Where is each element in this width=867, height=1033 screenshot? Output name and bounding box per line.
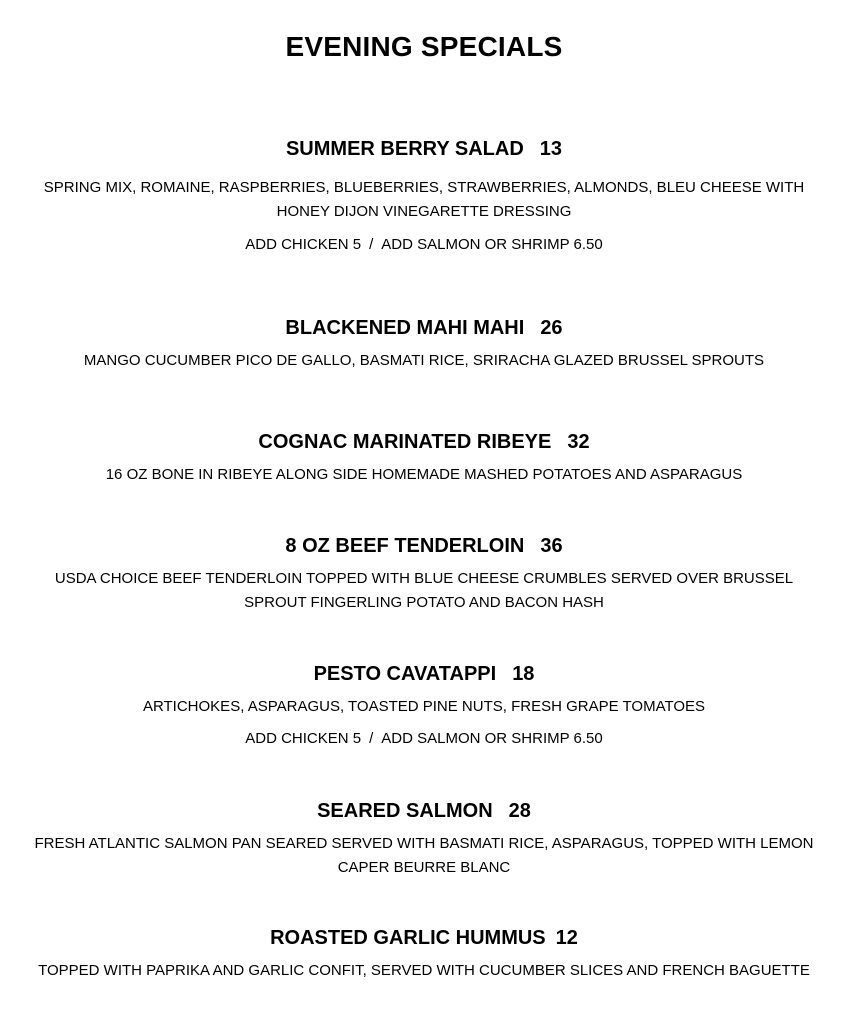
menu-item-heading <box>0 925 848 951</box>
menu-item-addons <box>0 729 848 749</box>
menu-item-description: ARTICHOKES, ASPARAGUS, TOASTED PINE NUTS, FRESH GRAPE TOMATOES <box>142 698 706 715</box>
menu-item-seared-salmon <box>0 798 848 880</box>
menu-item-name: BLACKENED MAHI MAHI <box>285 317 525 339</box>
menu-item-description: MANGO CUCUMBER PICO DE GALLO, BASMATI RICE, SRIRACHA GLAZED BRUSSEL SPROUTS <box>83 352 765 369</box>
menu-item-addons <box>0 235 848 255</box>
menu-item-description: FRESH ATLANTIC SALMON PAN SEARED SERVED WITH BASMATI RICE, ASPARAGUS, TOPPED WITH LEMON CAPER BEURRE BLANC <box>34 835 814 876</box>
menu-item-heading <box>0 798 848 824</box>
addon-chicken: ADD CHICKEN 5 <box>245 236 362 253</box>
menu-item-beef-tenderloin <box>0 533 848 615</box>
menu-item-heading <box>0 136 848 162</box>
menu-item-description: TOPPED WITH PAPRIKA AND GARLIC CONFIT, SERVED WITH CUCUMBER SLICES AND FRENCH BAGUETTE <box>38 962 810 979</box>
menu-item-description: USDA CHOICE BEEF TENDERLOIN TOPPED WITH BLUE CHEESE CRUMBLES SERVED OVER BRUSSEL SPROUT FINGERLING POTATO AND BACON HASH <box>54 570 794 611</box>
menu-item-price: 18 <box>512 663 535 685</box>
menu-item-name: 8 OZ BEEF TENDERLOIN <box>285 535 525 557</box>
menu-item-price: 28 <box>508 800 531 822</box>
addon-chicken: ADD CHICKEN 5 <box>245 730 362 747</box>
addon-salmon-shrimp: ADD SALMON OR SHRIMP 6.50 <box>381 730 603 747</box>
menu-item-pesto-cavatappi <box>0 661 848 749</box>
menu-item-price: 12 <box>555 927 578 949</box>
addon-separator: / <box>369 730 374 747</box>
menu-item-name: PESTO CAVATAPPI <box>313 663 497 685</box>
menu-item-name: ROASTED GARLIC HUMMUS <box>270 927 546 949</box>
menu-item-roasted-garlic-hummus <box>0 925 848 983</box>
menu-item-heading <box>0 315 848 341</box>
menu-item-name: COGNAC MARINATED RIBEYE <box>258 431 552 453</box>
menu-item-heading <box>0 661 848 687</box>
addon-salmon-shrimp: ADD SALMON OR SHRIMP 6.50 <box>381 236 603 253</box>
menu-item-description: 16 OZ BONE IN RIBEYE ALONG SIDE HOMEMADE MASHED POTATOES AND ASPARAGUS <box>105 466 743 483</box>
menu-item-summer-berry-salad <box>0 136 848 255</box>
menu-item-price: 36 <box>540 535 563 557</box>
menu-item-price: 26 <box>540 317 563 339</box>
menu-item-name: SEARED SALMON <box>317 800 493 822</box>
menu-item-description: SPRING MIX, ROMAINE, RASPBERRIES, BLUEBERRIES, STRAWBERRIES, ALMONDS, BLEU CHEESE WITH HONEY DIJON VINEGARETTE DRESSING <box>43 179 805 220</box>
menu-item-name: SUMMER BERRY SALAD <box>285 138 524 160</box>
menu-item-cognac-marinated-ribeye <box>0 429 848 487</box>
menu-item-price: 32 <box>567 431 590 453</box>
page-title: EVENING SPECIALS <box>285 31 563 62</box>
addon-separator: / <box>369 236 374 253</box>
menu-item-heading <box>0 429 848 455</box>
menu-item-heading <box>0 533 848 559</box>
menu-item-price: 13 <box>539 138 563 160</box>
menu-item-blackened-mahi-mahi <box>0 315 848 373</box>
